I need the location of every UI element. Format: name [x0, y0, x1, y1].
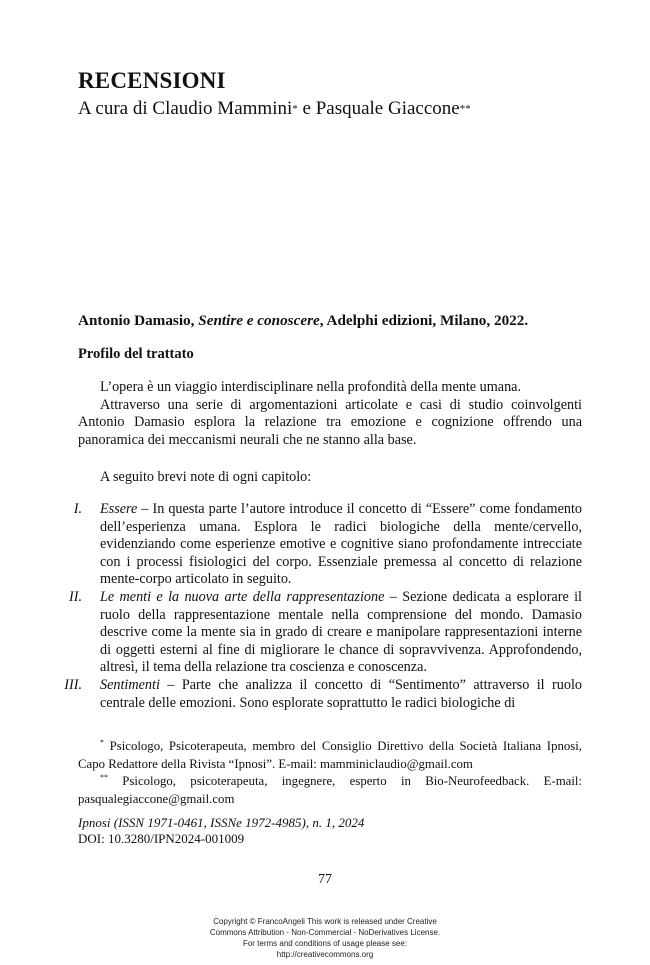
chapter-title: Le menti e la nuova arte della rappresentazione	[100, 588, 385, 605]
license-line: For terms and conditions of usage please see:	[242, 939, 408, 948]
journal-info: Ipnosi (ISSN 1971-0461, ISSNe 1972-4985), n. 1, 2024	[78, 815, 365, 830]
editors-line	[78, 98, 471, 120]
book-publisher: , Adelphi edizioni, Milano, 2022.	[319, 312, 529, 329]
book-author: Antonio Damasio,	[78, 312, 199, 329]
chapter-number: II.	[69, 588, 82, 605]
doi-link[interactable]: DOI: 10.3280/IPN2024-001009	[78, 831, 245, 846]
section-title: RECENSIONI	[78, 68, 226, 93]
chapter-description	[100, 501, 582, 589]
chapter-description	[100, 677, 582, 712]
chapter-title: Essere	[100, 501, 138, 517]
footnote	[78, 773, 582, 808]
footnote-text: Psicologo, psicoterapeuta, ingegnere, esperto in Bio-Neurofeedback. E-mail: pasqualegiaccone@gmail.com	[78, 774, 582, 806]
chapter-item	[30, 589, 582, 677]
footnote-mark: **	[100, 773, 108, 782]
footnote	[78, 738, 582, 773]
chapter-item	[30, 501, 582, 589]
license-notice	[175, 916, 475, 960]
chapter-text: – In questa parte l’autore introduce il concetto di “Essere” come fondamento dell’esperienza umana. Esplora le radici biologiche della mente/cervello, evidenziando come esperienze emotive e cognitive siano profondamente intrecciate con i processi fisiologici del corpo. Essenziale premessa al concetto di relazione mente-corpo articolato in seguito.	[100, 501, 582, 588]
footnotes	[78, 738, 582, 808]
footnote-mark: *	[100, 738, 104, 747]
license-line: Copyright © FrancoAngeli This work is released under Creative	[213, 917, 437, 926]
chapter-list-intro: A seguito brevi note di ogni capitolo:	[100, 469, 312, 485]
license-line: Commons Attribution - Non-Commercial - NoDerivatives License.	[209, 928, 441, 937]
chapter-number: I.	[73, 501, 82, 517]
chapter-item	[30, 677, 582, 712]
editor1-footnote-mark[interactable]: *	[292, 103, 298, 115]
chapter-description	[100, 589, 582, 677]
footnote-text: Psicologo, Psicoterapeuta, membro del Consiglio Direttivo della Società Italiana Ipnosi, Capo Redattore della Rivista “Ipnosi”. E-mail: mamminiclaudio@gmail.com	[78, 739, 582, 771]
editors-prefix: A cura di Claudio Mammini	[78, 98, 293, 119]
chapter-text: – Parte che analizza il concetto di “Sentimento” attraverso il ruolo centrale delle emozioni. Sono esplorate soprattutto le radici biologiche di	[100, 676, 582, 711]
page-number: 77	[318, 872, 332, 887]
chapter-title: Sentimenti	[100, 676, 160, 693]
book-title: Sentire e conoscere	[198, 312, 320, 329]
chapter-list	[30, 501, 582, 712]
license-url-link[interactable]: http://creativecommons.org	[276, 950, 374, 959]
chapter-number: III.	[64, 676, 82, 693]
book-reference	[78, 312, 578, 330]
editor2-footnote-mark[interactable]: **	[459, 103, 471, 115]
journal-citation	[78, 815, 364, 847]
intro-text	[78, 379, 582, 449]
sub-heading: Profilo del trattato	[78, 346, 194, 362]
intro-paragraph-1: L’opera è un viaggio interdisciplinare nella profondità della mente umana.	[100, 379, 522, 395]
editors-middle: e Pasquale Giaccone	[297, 98, 460, 119]
intro-paragraph-2: Attraverso una serie di argomentazioni articolate e casi di studio coinvolgenti Antonio Damasio esplora la relazione tra emozione e cognizione offrendo una panoramica dei meccanismi neurali che ne stanno alla base.	[78, 396, 582, 448]
chapter-text: – Sezione dedicata a esplorare il ruolo della rappresentazione mentale nella comprensione del mondo. Damasio descrive come la mente sia in grado di creare e manipolare rappresentazioni interne di oggetti esterni al fine di migliorare le chance di sopravvivenza. Approfondendo, altresì, il tema della relazione tra coscienza e conoscenza.	[100, 588, 582, 676]
